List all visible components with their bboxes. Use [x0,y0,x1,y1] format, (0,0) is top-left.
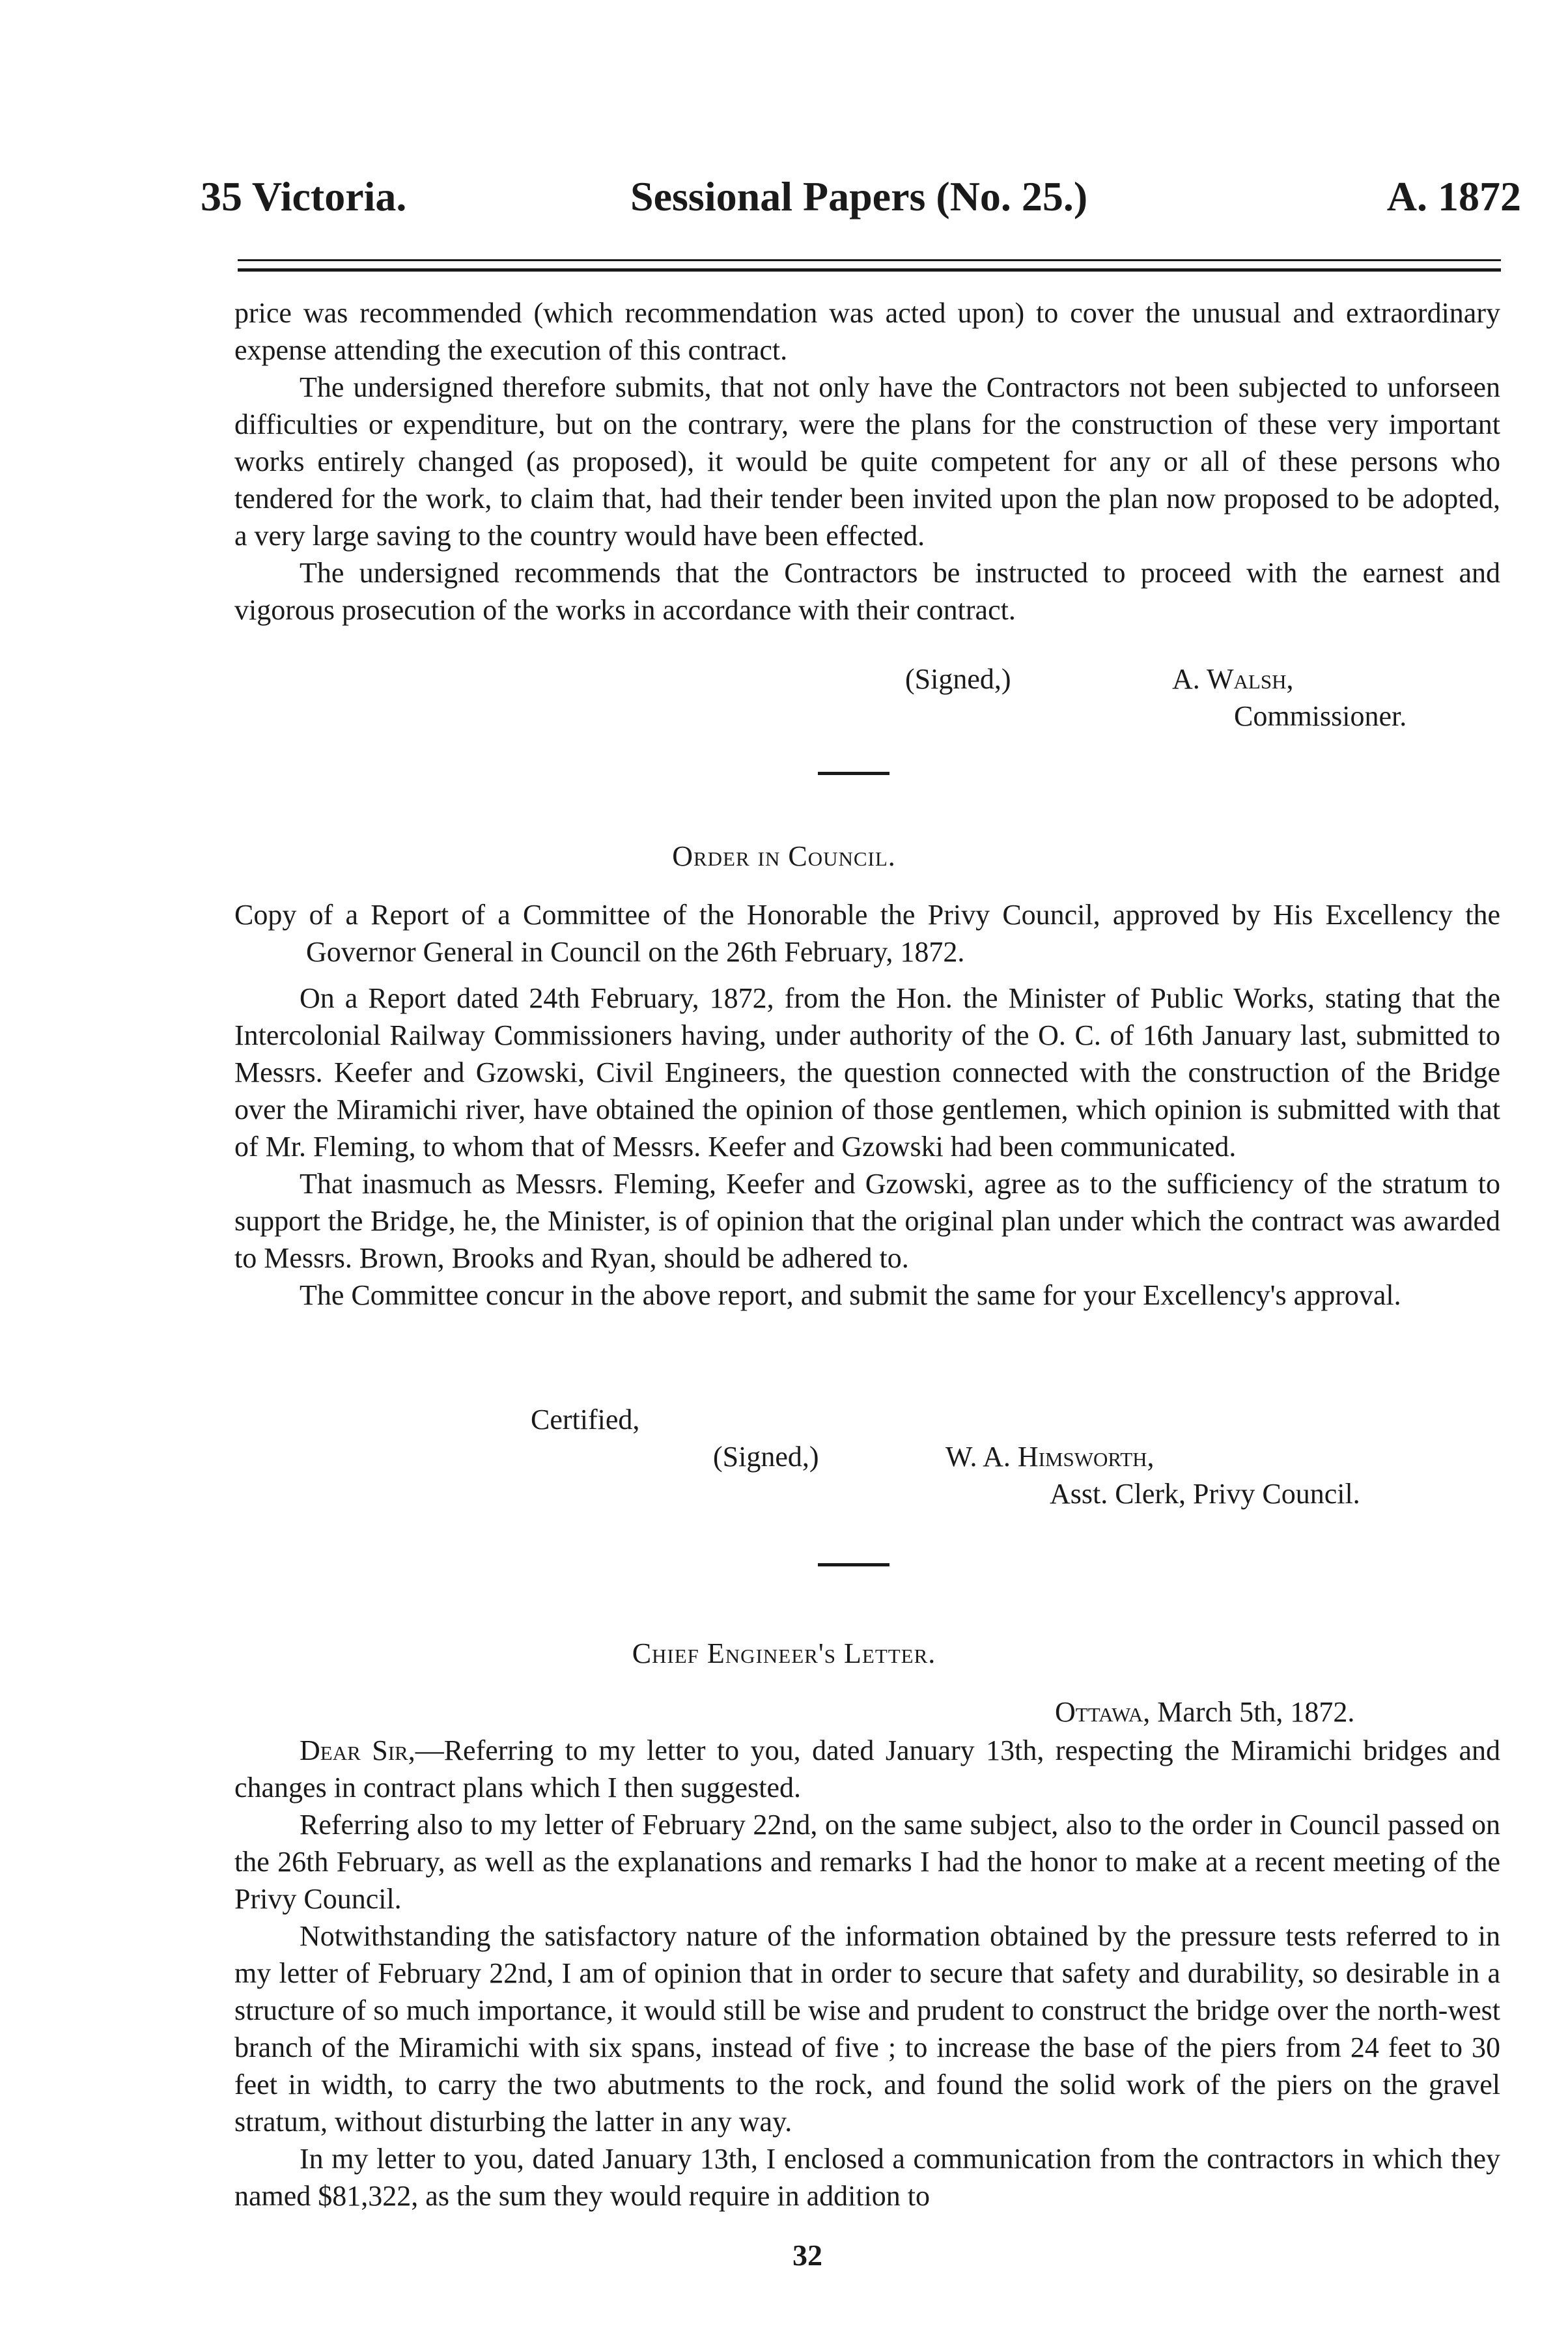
order-intro [234,896,1500,970]
letter-place-date [1055,1693,1354,1731]
order-paragraph-1: On a Report dated 24th February, 1872, from the Hon. the Minister of Public Works, stating that the Intercolonial Railway Commissioners having, under authority of the O. C. of 16th January last, submitted to Messrs. Keefer and Gzowski, Civil Engineers, the question connected with the construction of the Bridge over the Miramichi river, have obtained the opinion of those gentlemen, which opinion is submitted with that of Mr. Fleming, to whom that of Messrs. Keefer and Gzowski had been communicated. [234,982,1500,1163]
letter-paragraph-3: Notwithstanding the satisfactory nature of the information obtained by the pressure tests referred to in my letter of February 22nd, I am of opinion that in order to secure that safety and durability, so desirable in a structure of so much importance, it would still be wise and prudent to construct the bridge over the north-west branch of the Miramichi with six spans, instead of five ; to increase the base of the piers from 24 feet to 30 feet in width, to carry the two abutments to the rock, and found the solid work of the piers on the gravel stratum, without disturbing the latter in any way. [234,1920,1500,2138]
order-signed-label: (Signed,) [713,1441,819,1473]
order-signatory: W. A. Himsworth, [945,1441,1155,1473]
order-body [234,980,1500,1314]
order-certified-label: Certified, [531,1404,640,1435]
section-divider [818,1563,889,1566]
letter-paragraph-1-text: —Referring to my letter to you, dated January 13th, respecting the Miramichi bridges and changes in contract plans which I then suggested. [234,1734,1500,1803]
report-paragraph-3: The undersigned recommends that the Contractors be instructed to proceed with the earnest and vigorous prosecution of the works in accordance with their contract. [234,557,1500,626]
header-rule-thin [238,259,1501,261]
letter-body [234,1732,1500,2214]
running-head [201,171,1521,223]
page-number: 32 [792,2239,822,2272]
report-signatory-title: Commissioner. [1234,700,1407,732]
order-in-council-heading: Order in Council. [672,840,896,872]
order-signatory-title: Asst. Clerk, Privy Council. [1050,1478,1360,1510]
letter-paragraph-4: In my letter to you, dated January 13th, I enclosed a communication from the contractors in which they named $81,322, as the sum they would require in addition to [234,2143,1500,2212]
header-sessional-papers: Sessional Papers (No. 25.) [630,173,1088,219]
chief-engineer-letter-heading: Chief Engineer's Letter. [632,1637,936,1669]
letter-place: Ottawa, [1055,1696,1151,1728]
header-year: A. 1872 [1386,173,1521,219]
header-rule-thick [238,268,1501,272]
section-divider [818,772,889,775]
report-paragraph-1: price was recommended (which recommendation was acted upon) to cover the unusual and extraordinary expense attending the execution of this contract. [234,297,1500,366]
order-paragraph-3: The Committee concur in the above report, and submit the same for your Excellency's approval. [300,1279,1401,1311]
letter-paragraph-2: Referring also to my letter of February 22nd, on the same subject, also to the order in Council passed on the 26th February, as well as the explanations and remarks I had the honor to make at a recent meeting of the Privy Council. [234,1809,1500,1915]
order-paragraph-2: That inasmuch as Messrs. Fleming, Keefer and Gzowski, agree as to the sufficiency of the stratum to support the Bridge, he, the Minister, is of opinion that the original plan under which the contract was awarded to Messrs. Brown, Brooks and Ryan, should be adhered to. [234,1168,1500,1274]
report-signed-label: (Signed,) [905,663,1011,695]
letter-date: March 5th, 1872. [1157,1696,1355,1728]
report-paragraph-2: The undersigned therefore submits, that not only have the Contractors not been subjected to unforseen difficulties or expenditure, but on the contrary, were the plans for the construction of these very important works entirely changed (as proposed), it would be quite competent for any or all of these persons who tendered for the work, to claim that, had their tender been invited upon the plan now proposed to be adopted, a very large saving to the country would have been effected. [234,371,1500,552]
order-intro-text: Copy of a Report of a Committee of the Honorable the Privy Council, approved by His Excellency the Governor General in Council on the 26th February, 1872. [234,899,1500,968]
report-signatory: A. Walsh, [1172,663,1294,695]
commissioner-report [234,294,1500,629]
letter-salutation: Dear Sir, [300,1734,415,1766]
header-volume: 35 Victoria. [201,173,407,219]
letter-paragraph-1 [234,1732,1500,1806]
